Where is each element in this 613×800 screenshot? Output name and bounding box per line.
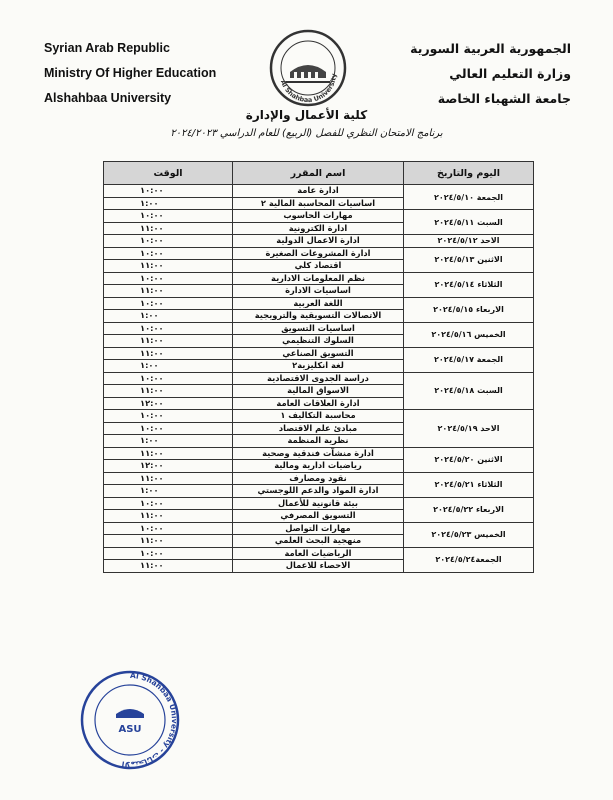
exam-day-cell: الاحد ٢٠٢٤/٥/١٩ bbox=[404, 410, 534, 448]
exam-schedule-subtitle: برنامج الامتحان النظري للفصل (الربيع) للعام الدراسي ٢٠٢٤/٢٠٢٣ bbox=[170, 128, 443, 139]
table-row bbox=[104, 210, 534, 223]
exam-time-cell: ١:٠٠ bbox=[104, 435, 233, 448]
exam-time-cell: ١٠:٠٠ bbox=[104, 372, 233, 385]
exam-day-cell: الجمعة ٢٠٢٤/٥/١٠ bbox=[404, 185, 534, 210]
exam-time-cell: ١١:٠٠ bbox=[104, 447, 233, 460]
exam-time-cell: ١:٠٠ bbox=[104, 197, 233, 210]
course-name-cell: اقتصاد كلي bbox=[233, 260, 404, 273]
course-name-cell: دراسة الجدوى الاقتصادية bbox=[233, 372, 404, 385]
course-name-cell: الاتصالات التسويقية والترويجية bbox=[233, 310, 404, 323]
table-row bbox=[104, 547, 534, 560]
course-name-cell: مبادئ علم الاقتصاد bbox=[233, 422, 404, 435]
exam-time-cell: ١٠:٠٠ bbox=[104, 247, 233, 260]
exam-time-cell: ١:٠٠ bbox=[104, 310, 233, 323]
exam-day-cell: الاربعاء ٢٠٢٤/٥/١٥ bbox=[404, 297, 534, 322]
svg-text:Al Shahbaa University - الامتح bbox=[121, 671, 179, 769]
course-name-cell: مهارات الحاسوب bbox=[233, 210, 404, 223]
exam-time-cell: ١١:٠٠ bbox=[104, 285, 233, 298]
course-name-cell: ادارة منشآت فندقية وصحية bbox=[233, 447, 404, 460]
exam-day-cell: السبت ٢٠٢٤/٥/١٨ bbox=[404, 372, 534, 410]
stamp-center-text: ASU bbox=[118, 724, 142, 735]
stamp-text: Al Shahbaa University - الامتحانات bbox=[121, 670, 179, 770]
exam-day-cell: الثلاثاء ٢٠٢٤/٥/٢١ bbox=[404, 472, 534, 497]
exam-time-cell: ١١:٠٠ bbox=[104, 472, 233, 485]
exam-time-cell: ١٠:٠٠ bbox=[104, 272, 233, 285]
exam-day-cell: السبت ٢٠٢٤/٥/١١ bbox=[404, 210, 534, 235]
course-name-cell: بيئة قانونية للأعمال bbox=[233, 497, 404, 510]
table-row bbox=[104, 447, 534, 460]
course-name-cell: لغة انكليزية٢ bbox=[233, 360, 404, 373]
ministry-ar: وزارة التعليم العالي bbox=[449, 66, 571, 81]
course-name-cell: محاسبة التكاليف ١ bbox=[233, 410, 404, 423]
table-row bbox=[104, 297, 534, 310]
exam-time-cell: ١٠:٠٠ bbox=[104, 185, 233, 198]
course-name-cell: ادارة المواد والدعم اللوجستي bbox=[233, 485, 404, 498]
course-name-cell: نظرية المنظمة bbox=[233, 435, 404, 448]
exam-time-cell: ١١:٠٠ bbox=[104, 260, 233, 273]
university-logo bbox=[268, 28, 348, 108]
exam-time-cell: ١١:٠٠ bbox=[104, 222, 233, 235]
course-name-cell: الاحصاء للاعمال bbox=[233, 560, 404, 573]
course-name-cell: التسويق الصناعي bbox=[233, 347, 404, 360]
exam-time-cell: ١٠:٠٠ bbox=[104, 547, 233, 560]
college-title: كلية الأعمال والإدارة bbox=[245, 108, 368, 122]
course-name-cell: مهارات التواصل bbox=[233, 522, 404, 535]
table-header-row bbox=[104, 162, 534, 185]
table-row bbox=[104, 272, 534, 285]
course-name-cell: الرياضيات العامة bbox=[233, 547, 404, 560]
course-name-cell: ادارة الاعمال الدولية bbox=[233, 235, 404, 248]
course-name-cell: اساسيات التسويق bbox=[233, 322, 404, 335]
header-arabic bbox=[371, 36, 571, 111]
table-row bbox=[104, 235, 534, 248]
table-row bbox=[104, 247, 534, 260]
exam-time-cell: ١٢:٠٠ bbox=[104, 460, 233, 473]
exam-time-cell: ١١:٠٠ bbox=[104, 385, 233, 398]
table-row bbox=[104, 322, 534, 335]
course-name-cell: منهجية البحث العلمي bbox=[233, 535, 404, 548]
country-ar: الجمهورية العربية السورية bbox=[410, 41, 571, 56]
course-name-cell: نظم المعلومات الادارية bbox=[233, 272, 404, 285]
course-name-cell: نقود ومصارف bbox=[233, 472, 404, 485]
col-header-course: اسم المقرر bbox=[233, 162, 404, 185]
exam-day-cell: الجمعة ٢٠٢٤/٥/١٧ bbox=[404, 347, 534, 372]
table-row bbox=[104, 347, 534, 360]
header-english bbox=[44, 36, 244, 111]
table-row bbox=[104, 522, 534, 535]
course-name-cell: ادارة العلاقات العامة bbox=[233, 397, 404, 410]
course-name-cell: اساسيات الادارة bbox=[233, 285, 404, 298]
exam-day-cell: الثلاثاء ٢٠٢٤/٥/١٤ bbox=[404, 272, 534, 297]
exam-time-cell: ١٠:٠٠ bbox=[104, 422, 233, 435]
course-name-cell: اساسيات المحاسبة المالية ٢ bbox=[233, 197, 404, 210]
exam-time-cell: ١٢:٠٠ bbox=[104, 397, 233, 410]
col-header-day: اليوم والتاريخ bbox=[404, 162, 534, 185]
exam-day-cell: الاحد ٢٠٢٤/٥/١٢ bbox=[404, 235, 534, 248]
course-name-cell: ادارة المشروعات الصغيرة bbox=[233, 247, 404, 260]
exam-day-cell: الجمعة٢٠٢٤/٥/٢٤ bbox=[404, 547, 534, 572]
table-row bbox=[104, 497, 534, 510]
exam-time-cell: ١١:٠٠ bbox=[104, 560, 233, 573]
exam-time-cell: ١١:٠٠ bbox=[104, 335, 233, 348]
exam-time-cell: ١١:٠٠ bbox=[104, 510, 233, 523]
table-row bbox=[104, 410, 534, 423]
exam-time-cell: ١٠:٠٠ bbox=[104, 322, 233, 335]
exam-time-cell: ١٠:٠٠ bbox=[104, 410, 233, 423]
table-row bbox=[104, 372, 534, 385]
exam-schedule-table bbox=[103, 161, 534, 573]
col-header-time: الوقت bbox=[104, 162, 233, 185]
exam-time-cell: ١:٠٠ bbox=[104, 485, 233, 498]
exam-day-cell: الاربعاء ٢٠٢٤/٥/٢٢ bbox=[404, 497, 534, 522]
exam-time-cell: ١٠:٠٠ bbox=[104, 497, 233, 510]
exam-day-cell: الاثنين ٢٠٢٤/٥/٢٠ bbox=[404, 447, 534, 472]
course-name-cell: ادارة الكترونية bbox=[233, 222, 404, 235]
exam-time-cell: ١٠:٠٠ bbox=[104, 235, 233, 248]
ministry-en: Ministry Of Higher Education bbox=[44, 66, 217, 80]
exam-time-cell: ١:٠٠ bbox=[104, 360, 233, 373]
course-name-cell: الاسواق المالية bbox=[233, 385, 404, 398]
exam-time-cell: ١١:٠٠ bbox=[104, 347, 233, 360]
table-row bbox=[104, 472, 534, 485]
course-name-cell: السلوك التنظيمي bbox=[233, 335, 404, 348]
table-row bbox=[104, 185, 534, 198]
exams-stamp bbox=[78, 668, 182, 772]
university-en: Alshahbaa University bbox=[44, 91, 172, 105]
course-name-cell: رياضيات ادارية ومالية bbox=[233, 460, 404, 473]
course-name-cell: ادارة عامة bbox=[233, 185, 404, 198]
exam-time-cell: ١٠:٠٠ bbox=[104, 522, 233, 535]
course-name-cell: التسويق المصرفي bbox=[233, 510, 404, 523]
exam-time-cell: ١٠:٠٠ bbox=[104, 210, 233, 223]
exam-day-cell: الخميس ٢٠٢٤/٥/٢٣ bbox=[404, 522, 534, 547]
logo-text: Al Shahbaa University bbox=[278, 73, 339, 105]
university-ar: جامعة الشهباء الخاصة bbox=[437, 91, 571, 106]
exam-time-cell: ١١:٠٠ bbox=[104, 535, 233, 548]
table-body bbox=[104, 185, 534, 573]
exam-day-cell: الخميس ٢٠٢٤/٥/١٦ bbox=[404, 322, 534, 347]
country-en: Syrian Arab Republic bbox=[44, 41, 170, 55]
exam-time-cell: ١٠:٠٠ bbox=[104, 297, 233, 310]
course-name-cell: اللغة العربية bbox=[233, 297, 404, 310]
exam-day-cell: الاثنين ٢٠٢٤/٥/١٣ bbox=[404, 247, 534, 272]
